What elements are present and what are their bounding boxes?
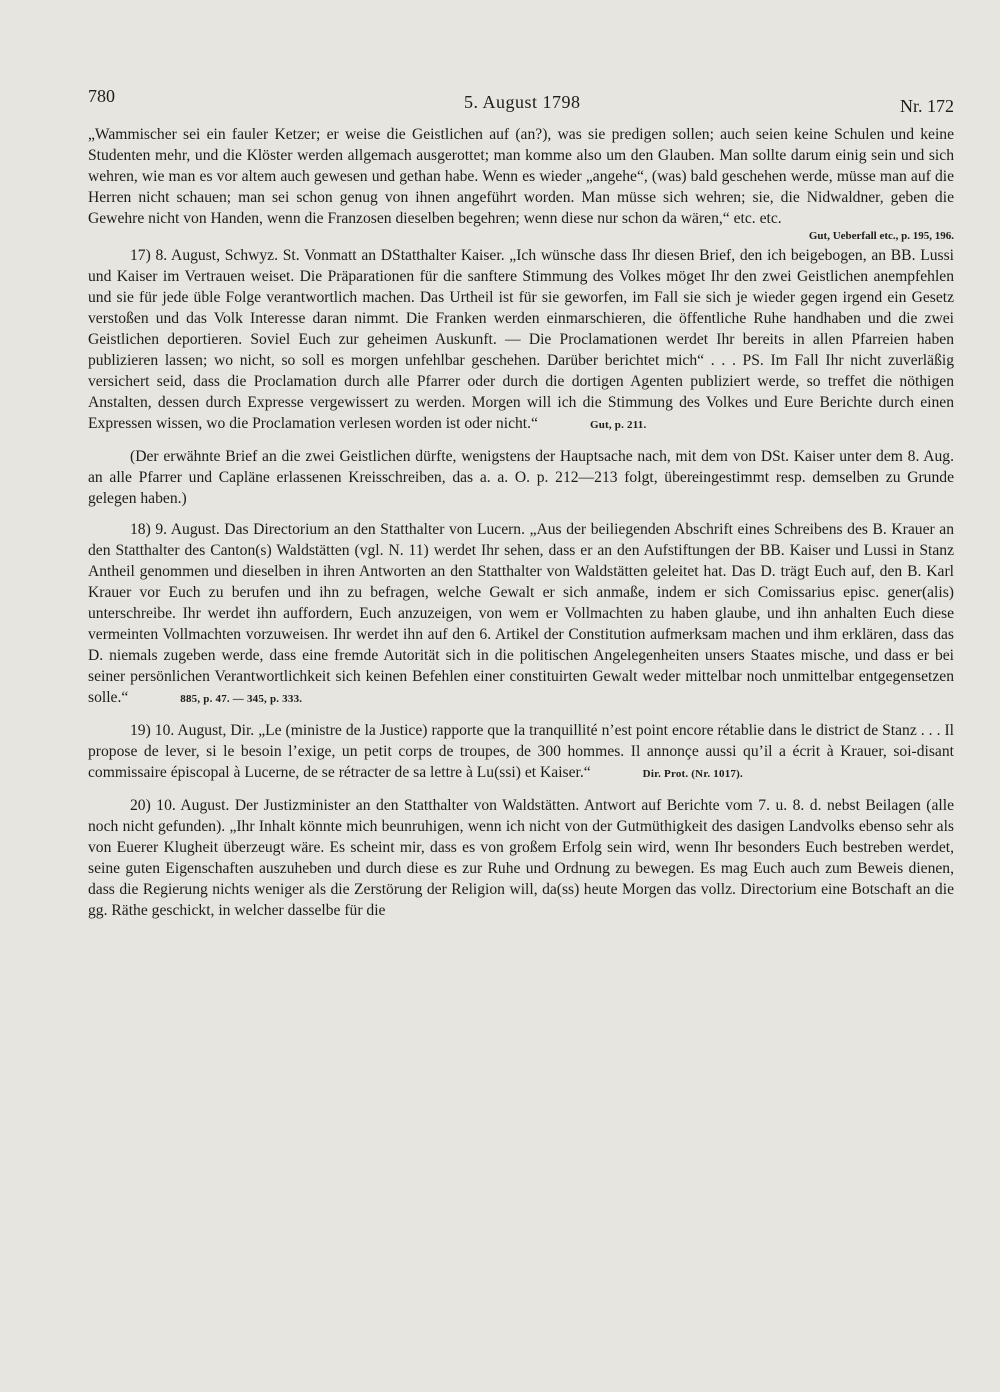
entry-20 <box>88 795 954 921</box>
paragraph-text: 17) 8. August, Schwyz. St. Vonmatt an DStatthalter Kaiser. „Ich wünsche dass Ihr diesen Brief, den ich beigebogen, an BB. Lussi und Kaiser im Vertrauen weiset. Die Präparationen für die sanftere Stimmung des Volkes möget Ihr den zwei Geistlichen anempfehlen und sie für jede üble Folge verantwortlich machen. Das Urtheil ist für sie geworfen, im Fall sie sich je wieder gegen irgend ein Gesetz verstoßen und das Volk Interesse daran nimmt. Die Franken werden einmarschieren, die öffentliche Ruhe handhaben und die zwei Geistlichen deportieren. Soviel Euch zur geheimen Auskunft. — Die Proclamationen werdet Ihr bereits in allen Pfarreien haben publizieren lassen; wo nicht, so soll es morgen unfehlbar geschehen. Darüber berichtet mich“ . . . PS. Im Fall Ihr nicht zuverläßig versichert seid, dass die Proclamation durch alle Pfarrer oder durch die dortigen Agenten publiziert werde, so treffet die nöthigen Anstalten, dessen durch Expresse vergewissert zu werden. Morgen will ich die Stimmung des Volkes und Eure Berichte durch einen Expressen wissen, wo die Proclamation verlesen worden ist oder nicht.“ <box>88 247 954 432</box>
entry-17-note <box>88 446 954 509</box>
header-date: 5. August 1798 <box>464 92 581 112</box>
page-header <box>88 86 954 118</box>
citation: Gut, p. 211. <box>589 419 647 431</box>
citation: Dir. Prot. (Nr. 1017). <box>642 768 743 780</box>
paragraph-text: 18) 9. August. Das Directorium an den Statthalter von Lucern. „Aus der beiliegenden Abschrift eines Schreibens des B. Krauer an den Statthalter des Canton(s) Waldstätten (vgl. N. 11) werdet Ihr sehen, dass er an den Aufstiftungen der BB. Kaiser und Lussi in Stanz Antheil genommen und dieselben in ihren Antworten an den Statthalter von Waldstätten geleitet hat. Das D. trägt Euch auf, den B. Karl Krauer vor Euch zu berufen und ihn zu befragen, welche Gewalt er sich anmaße, indem er sich Comissarius episc. gener(alis) unterschreibe. Ihr werdet ihn auffordern, Euch anzuzeigen, von wem er Vollmachten zu haben glaube, und ihn anhalten Euch diese vermeinten Vollmachten vorzuweisen. Ihr werdet ihn auf den 6. Artikel der Constitution aufmerksam machen und ihm erklären, dass das D. niemals zugeben werde, dass eine fremde Autorität sich in die politischen Angelegenheiten unsers Staates mische, und dass er bei seiner persönlichen Verantwortlichkeit sich keinen Befehlen einer constituirten Gewalt weder mittelbar noch unmittelbar entgegensetzen solle.“ <box>88 521 954 706</box>
page-number: 780 <box>88 86 115 106</box>
header-document-number: Nr. 172 <box>900 96 954 116</box>
document-body <box>88 124 954 921</box>
entry-19 <box>88 720 954 785</box>
entry-17 <box>88 245 954 436</box>
paragraph-text: (Der erwähnte Brief an die zwei Geistlichen dürfte, wenigstens der Hauptsache nach, mit dem von DSt. Kaiser unter dem 8. Aug. an alle Pfarrer und Capläne erlassenen Kreisschreiben, das a. a. O. p. 212—213 folgt, übereingestimmt resp. demselben zu Grunde gelegen haben.) <box>88 448 954 507</box>
paragraph-text: „Wammischer sei ein fauler Ketzer; er weise die Geistlichen auf (an?), was sie predigen sollen; auch seien keine Schulen und keine Studenten mehr, und die Klöster werden allgemach ausgerottet; man komme also um den Glauben. Man sollte darum einig sein und sich wehren, wie man es vor altem auch gewesen und gethan habe. Wenn es wieder „angehe“, (was) bald geschehen werde, müsse man auf die Herren nicht schauen; man sei schon genug von ihnen angeführt worden. Man müsse sich wehren; sie, die Nidwaldner, geben die Gewehre nicht von Handen, wenn die Franzosen dieselben begehren; wenn diese nur schon da wären,“ etc. etc. <box>88 126 954 227</box>
entry-18 <box>88 519 954 710</box>
paragraph-text: 20) 10. August. Der Justizminister an den Statthalter von Waldstätten. Antwort auf Berichte vom 7. u. 8. d. nebst Beilagen (alle noch nicht gefunden). „Ihr Inhalt könnte mich beunruhigen, wenn ich nicht von der Gutmüthigkeit des dasigen Landvolks ebenso sehr als von Euerer Klugheit überzeugt wäre. Es scheint mir, dass es von großem Erfolg sein wird, wenn Ihr besonders Euch bestreben werdet, seine guten Eigenschaften auszuheben und durch diese es zur Ruhe und Ordnung zu bewegen. Es mag Euch auch zum Beweis dienen, dass die Regierung nichts weniger als die Zerstörung der Religion will, da(ss) heute Morgen das vollz. Directorium eine Botschaft an die gg. Räthe geschickt, in welcher dasselbe für die <box>88 797 954 919</box>
paragraph-text: 19) 10. August, Dir. „Le (ministre de la Justice) rapporte que la tranquillité n’est point encore rétablie dans le district de Stanz . . . Il propose de lever, si le besoin l’exige, un petit corps de troupes, de 300 hommes. Il annonçe aussi qu’il a écrit à Krauer, soi-disant commissaire épiscopal à Lucerne, de se rétracter de sa lettre à Lu(ssi) et Kaiser.“ <box>88 722 954 781</box>
citation: 885, p. 47. — 345, p. 333. <box>180 693 303 705</box>
citation: Gut, Ueberfall etc., p. 195, 196. <box>808 230 954 242</box>
paragraph-continuation <box>88 124 954 229</box>
